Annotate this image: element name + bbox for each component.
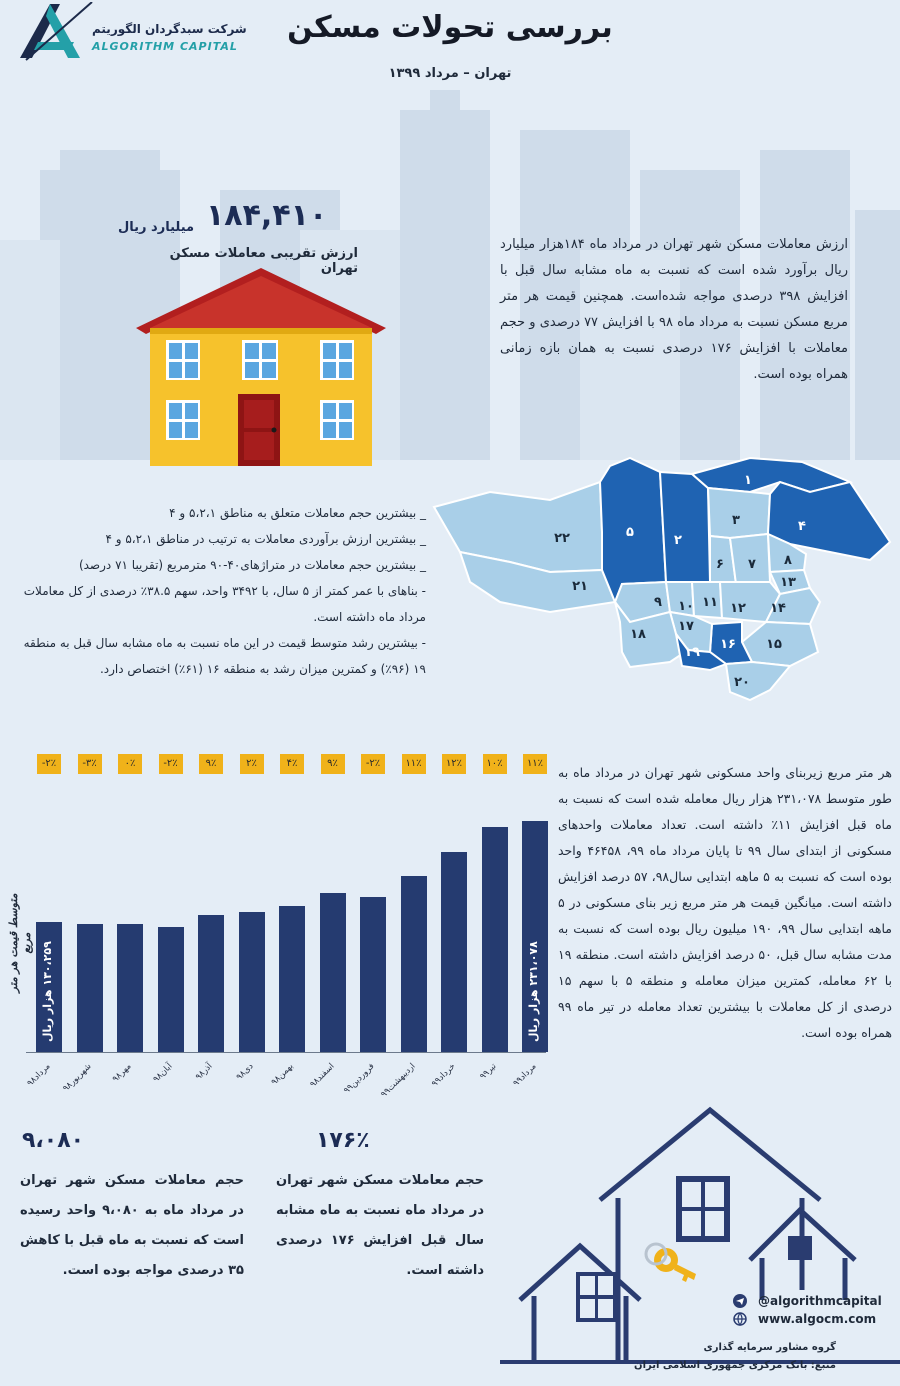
chart-bar [77, 924, 103, 1052]
page-subtitle: تهران – مرداد ۱۳۹۹ [388, 66, 512, 81]
change-badge: ۴٪ [280, 754, 304, 774]
change-badge: ۱۱٪ [402, 754, 426, 774]
change-badge: ۱۲٪ [442, 754, 466, 774]
x-tick-label: مرداد۹۸ [25, 1061, 53, 1089]
change-badge: ۲٪ [240, 754, 264, 774]
district-label-16: ۱۶ [720, 637, 736, 652]
list-item: _ بیشترین ارزش برآوردی معاملات به ترتیب در مناطق ۵،۲،۱ و ۴ [105, 532, 426, 546]
district-22 [434, 482, 602, 572]
stat-volume-text: حجم معاملات مسکن شهر تهران در مرداد ماه به ۹،۰۸۰ واحد رسیده است که نسبت به ماه قبل با کاهش ۳۵ درصدی مواجه بوده است. [20, 1173, 244, 1278]
district-label-10: ۱۰ [678, 599, 694, 614]
district-label-6: ۶ [716, 557, 724, 572]
district-label-1: ۱ [744, 473, 752, 488]
district-label-15: ۱۵ [766, 637, 782, 652]
change-badge: -۲٪ [37, 754, 61, 774]
x-tick-label: آبان۹۸ [150, 1061, 175, 1085]
change-badge: ۱۱٪ [523, 754, 547, 774]
district-label-18: ۱۸ [630, 627, 646, 642]
district-label-5: ۵ [626, 525, 634, 540]
telegram-icon [733, 1294, 747, 1308]
houses-outline-icon [500, 1100, 900, 1370]
chart-bar [158, 927, 184, 1052]
chart-bar [401, 876, 427, 1053]
list-item: _ بیشترین حجم معاملات در متراژهای۴۰-۹۰ مترمربع (تقریبا ۷۱ درصد) [78, 558, 426, 572]
x-tick-label: تیر۹۹ [477, 1061, 499, 1082]
website-link[interactable]: www.algocm.com [758, 1312, 877, 1326]
logo-persian-text: شرکت سبدگردان الگوریتم [92, 22, 247, 36]
headline-label: ارزش تقریبی معاملات مسکن تهران [169, 246, 358, 276]
district-label-11: ۱۱ [702, 595, 718, 610]
x-tick-label: بهمن۹۸ [269, 1061, 296, 1088]
house-icon [136, 268, 386, 468]
district-label-12: ۱۲ [730, 601, 746, 616]
change-badge: ۱۰٪ [483, 754, 507, 774]
change-badge: ۹٪ [321, 754, 345, 774]
x-tick-label: اسفند۹۸ [307, 1061, 337, 1090]
bar-value-label: ۱۳۰،۲۵۹ هزار ریال [41, 941, 54, 1042]
change-badge: ۹٪ [199, 754, 223, 774]
district-label-3: ۳ [732, 513, 740, 528]
district-label-22: ۲۲ [554, 531, 570, 546]
list-item: - بیشترین رشد متوسط قیمت در این ماه نسبت به ماه مشابه سال قبل به منطقه ۱۹ (۹۶٪) و کمترین میزان رشد به منطقه ۱۶ (۶۱٪) اختصاص دارد. [23, 636, 426, 676]
district-label-17: ۱۷ [678, 619, 694, 634]
tehran-district-map [430, 452, 898, 702]
logo-english-text: ALGORITHM CAPITAL [92, 40, 238, 53]
chart-bar [198, 915, 224, 1052]
district-label-13: ۱۳ [780, 575, 796, 590]
globe-icon [733, 1312, 747, 1326]
district-label-8: ۸ [784, 553, 792, 568]
stat-volume-value: ۹،۰۸۰ [22, 1128, 85, 1153]
district-label-2: ۲ [674, 533, 682, 548]
x-tick-label: شهریور۹۸ [60, 1061, 94, 1094]
chart-bar [117, 924, 143, 1052]
x-tick-label: آذر۹۸ [193, 1061, 215, 1083]
change-badge: -۲٪ [361, 754, 385, 774]
x-tick-label: فروردین۹۹ [342, 1061, 377, 1096]
price-chart [0, 740, 560, 1100]
keys-icon [646, 1244, 696, 1282]
district-label-14: ۱۴ [770, 601, 786, 616]
list-item: _ بیشترین حجم معاملات متعلق به مناطق ۵،۲،۱ و ۴ [169, 506, 426, 520]
footer-group: گروه مشاور سرمایه گذاری [703, 1342, 836, 1353]
x-axis-line [26, 1052, 546, 1053]
chart-bar [360, 897, 386, 1052]
headline-unit: میلیارد ریال [118, 220, 195, 235]
chart-y-axis-label: متوسط قیمت هر متر مربع [7, 893, 33, 993]
district-2 [660, 472, 710, 582]
chart-paragraph: هر متر مربع زیربنای واحد مسکونی شهر تهران در مرداد ماه به طور متوسط ۲۳۱،۰۷۸ هزار ریال معامله شده است که نسبت به ماه قبل افزایش ۱۱٪ داشته است. تعداد معاملات واحدهای مسکونی از ابتدای سال ۹۹ تا پایان مرداد ماه ۹۹، ۴۶۴۵۸ واحد بوده است که نسبت به ۵ ماهه ابتدایی سال۹۸، ۵۷ درصد افزایش داشته است. میانگین قیمت هر متر مربع زیر بنای مسکونی در ۵ ماهه ابتدایی سال ۹۹، ۱۹۰ میلیون ریال بوده است که نسبت به مدت مشابه سال قبل، ۵۰ درصد افزایش داشته است. منطقه ۱۹ با ۶۲ معامله، کمترین میزان معامله و منطقه ۵ با سهم ۱۵ درصدی از کل معاملات با بیشترین تعداد معامله در تیر ماه ۹۹ همراه بوده است. [558, 765, 893, 1040]
district-label-19: ۱۹ [684, 645, 700, 660]
district-label-20: ۲۰ [734, 675, 750, 690]
list-item: - بناهای با عمر کمتر از ۵ سال، با ۳۴۹۲ واحد، سهم ۳۸.۵٪ درصدی از کل معاملات مرداد ماه داشته است. [23, 584, 426, 624]
chart-bar [441, 852, 467, 1052]
district-label-9: ۹ [654, 595, 662, 610]
chart-bar [239, 912, 265, 1053]
footer-source: منبع: بانک مرکزی جمهوری اسلامی ایران [634, 1360, 836, 1371]
chart-bar [279, 906, 305, 1052]
change-badge: -۳٪ [78, 754, 102, 774]
headline-value: ۱۸۴,۴۱۰ [206, 198, 328, 233]
x-tick-label: خرداد۹۹ [429, 1061, 458, 1090]
chart-bar [320, 893, 346, 1052]
change-badge: -۲٪ [159, 754, 183, 774]
telegram-handle[interactable]: @algorithmcapital [758, 1294, 882, 1308]
district-label-21: ۲۱ [572, 579, 588, 594]
district-label-4: ۴ [798, 519, 806, 534]
price-chart-marks [0, 740, 560, 1100]
x-tick-label: مهر۹۸ [110, 1061, 134, 1085]
district-label-7: ۷ [748, 557, 756, 572]
intro-paragraph: ارزش معاملات مسکن شهر تهران در مرداد ماه ۱۸۴هزار میلیارد ریال برآورد شده است که نسبت به ماه مشابه سال قبل با افزایش ۳۹۸ درصدی مواجه شده‌است. همچنین قیمت هر متر مربع مسکن نسبت به مرداد ماه ۹۸ با افزایش ۷۷ درصدی و حجم معاملات با افزایش ۱۷۶ درصدی نسبت به همان بازه زمانی همراه بوده است. [500, 237, 849, 382]
bar-value-label: ۲۳۱،۰۷۸ هزار ریال [527, 941, 540, 1042]
change-badge: ۰٪ [118, 754, 142, 774]
key-findings-list [18, 500, 426, 682]
x-tick-label: مرداد۹۹ [511, 1061, 539, 1089]
x-tick-label: اردیبهشت۹۹ [378, 1061, 418, 1100]
stat-growth-text: حجم معاملات مسکن شهر تهران در مرداد ماه نسبت به ماه مشابه سال قبل افزایش ۱۷۶ درصدی داشته است. [276, 1173, 484, 1278]
chart-bar [482, 827, 508, 1052]
stat-growth-value: ۱۷۶٪ [316, 1128, 370, 1153]
x-tick-label: دی۹۸ [234, 1061, 256, 1083]
page-title: بررسی تحولات مسکن [287, 10, 613, 45]
